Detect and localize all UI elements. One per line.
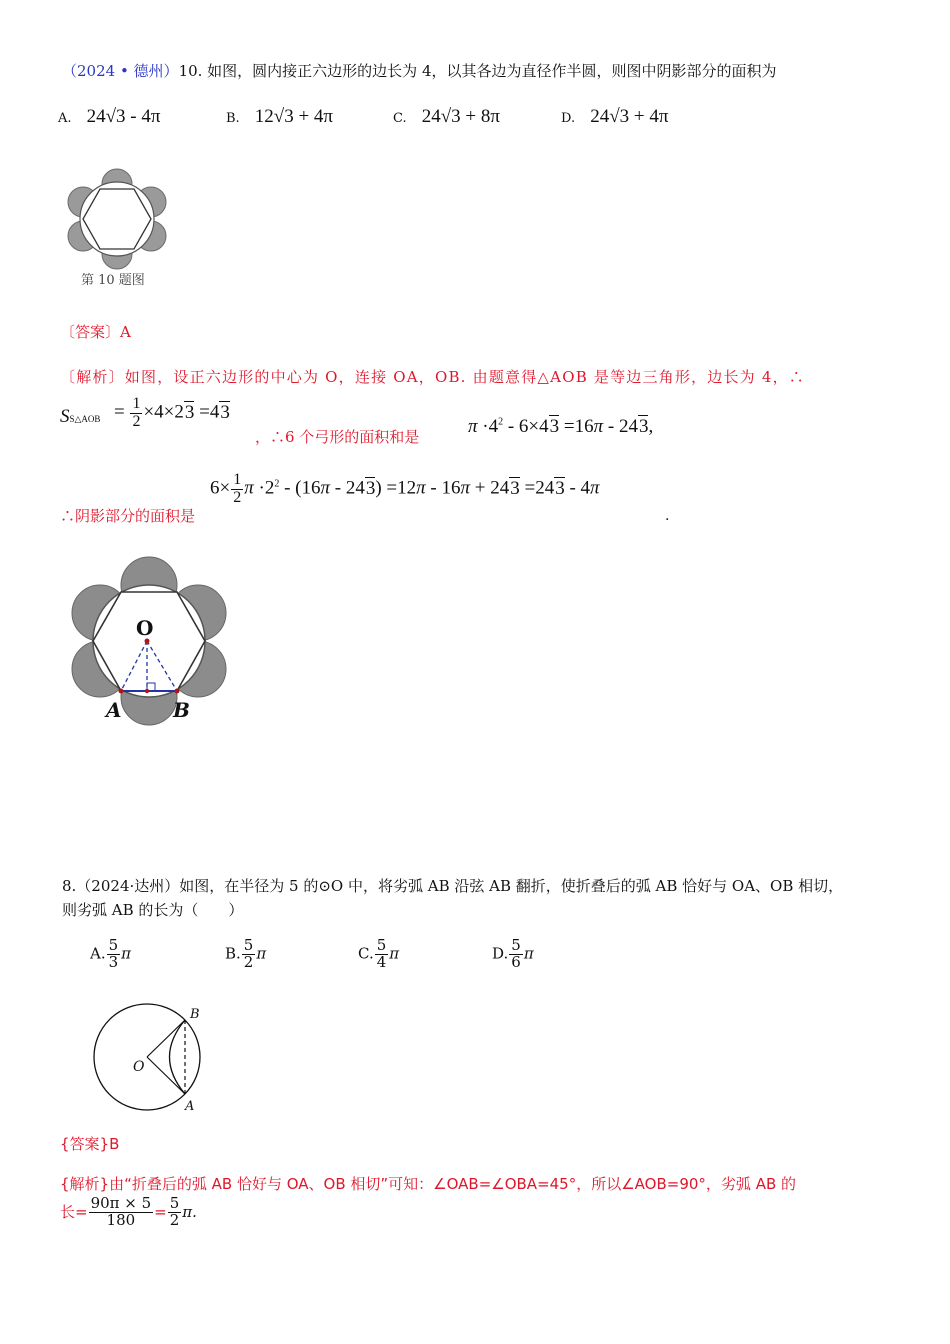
- q10-label-b: B: [173, 698, 190, 722]
- q10-option-b: [226, 106, 333, 128]
- q10-shaded-formula: 6× $\frac{1}{2}$ $\pi \cdot 2^2 - (16\pi - 243) =12\pi - 16\pi + 243 =243 - 4\pi$: [210, 471, 600, 506]
- q10-option-c: [393, 106, 500, 128]
- q10-area-formula: = $\frac{1}{2}$ ×4×23 =43: [114, 395, 230, 430]
- q8-label-b: B: [190, 1007, 200, 1022]
- q8-option-label: B.: [225, 944, 241, 963]
- q10-figure-caption: 第 10 题图: [81, 273, 145, 288]
- q8-label-a: A: [185, 1099, 195, 1114]
- q8-analysis-line2: 长= $\frac{90\pi \times 5}{180}$ = $\frac{5}{2}$ π.: [60, 1194, 197, 1229]
- q8-stem-line1: 8.（2024·达州）如图，在半径为 5 的⊙O 中，将劣弧 AB 沿弦 AB 翻折，使折叠后的弧 AB 恰好与 OA、OB 相切，: [62, 877, 844, 895]
- q8-stem-line2: 则劣弧 AB 的长为（ ）: [62, 901, 244, 919]
- q10-option-a: [58, 106, 160, 128]
- q10-option-d: [561, 106, 668, 128]
- q8-option-d: D. $\frac{5}{6}$ π: [492, 936, 534, 971]
- q10-area-label: SS△AOB: [60, 406, 101, 427]
- q10-stem: 10. 如图，圆内接正六边形的边长为 4，以其各边为直径作半圆，则图中阴影部分的面积为: [178, 62, 777, 80]
- q8-label-o: O: [133, 1059, 145, 1075]
- q10-label-a: A: [106, 698, 122, 722]
- q8-option-label: A.: [90, 944, 106, 963]
- q8-analysis-line1: {解析}由“折叠后的弧 AB 恰好与 OA、OB 相切”可知：∠OAB=∠OBA=45°，所以∠AOB=90°，劣弧 AB 的: [60, 1175, 797, 1193]
- q10-figure-small: [65, 160, 175, 300]
- q10-segment-text: ，∴6 个弓形的面积和是: [255, 428, 420, 446]
- q10-option-expr: 12√3 + 4π: [254, 106, 334, 127]
- q8-option-label: D.: [492, 944, 509, 963]
- q10-period: .: [665, 508, 670, 524]
- q8-option-c: C. $\frac{5}{4}$ π: [358, 936, 400, 971]
- q10-option-label: D.: [561, 111, 576, 126]
- q10-segment-formula: $\pi \cdot 4^2 - 6\times 43 =16\pi - 243$,: [468, 416, 654, 437]
- q10-figure-large: [68, 555, 238, 735]
- q8-answer: {答案}B: [60, 1135, 120, 1153]
- q10-analysis-line1: 〔解析〕如图，设正六边形的中心为 O，连接 OA，OB. 由题意得△AOB 是等边三角形，边长为 4，∴: [60, 368, 805, 386]
- q10-option-expr: 24√3 + 8π: [421, 106, 500, 127]
- q10-option-expr: 24√3 + 4π: [590, 106, 669, 127]
- q10-answer: 〔答案〕A: [60, 323, 131, 341]
- q8-figure: [90, 1000, 230, 1115]
- q10-option-label: C.: [393, 111, 407, 126]
- q10-option-label: A.: [58, 111, 72, 126]
- q10-option-label: B.: [226, 111, 240, 126]
- q10-shaded-text: ∴阴影部分的面积是: [60, 507, 196, 525]
- q10-analysis-line2: [60, 396, 890, 446]
- q10-stem-line: [62, 60, 777, 81]
- q8-option-label: C.: [358, 944, 374, 963]
- q10-source: （2024 • 德州）: [62, 62, 179, 80]
- q8-option-b: B. $\frac{5}{2}$ π: [225, 936, 267, 971]
- q8-option-a: A. $\frac{5}{3}$ π: [90, 936, 132, 971]
- q10-label-o: O: [136, 616, 154, 640]
- q10-option-expr: 24√3 - 4π: [86, 106, 161, 127]
